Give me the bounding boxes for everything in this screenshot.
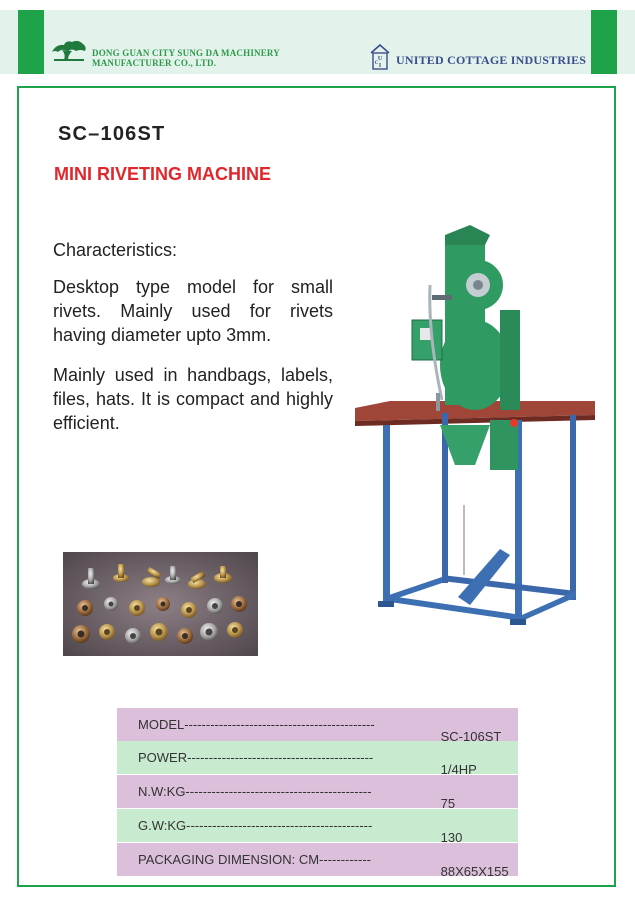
characteristics-paragraph-2: Mainly used in handbags, labels, files, hats. It is compact and highly efficient. xyxy=(53,365,333,433)
characteristics-heading: Characteristics: xyxy=(53,240,178,260)
model-title: SC–106ST xyxy=(58,123,166,145)
company-line-1: DONG GUAN CITY SUNG DA MACHINERY xyxy=(92,48,281,58)
characteristics-paragraph-1: Desktop type model for small rivets. Mainly used for rivets having diameter upto 3mm. xyxy=(53,277,333,345)
spec-value-model: SC-106ST xyxy=(440,729,502,741)
spec-row-net-weight xyxy=(117,775,518,808)
spec-value-net-weight: 75 xyxy=(440,796,456,808)
bonsai-logo-icon xyxy=(50,36,88,62)
spec-label-model: MODEL-------------------------------------------- xyxy=(138,717,375,732)
spec-row-gross-weight xyxy=(117,809,518,842)
spec-value-packaging: 88X65X155 xyxy=(440,864,509,876)
product-name: MINI RIVETING MACHINE xyxy=(54,164,272,184)
header-band xyxy=(0,10,635,74)
company-line-2: MANUFACTURER CO., LTD. xyxy=(92,58,217,68)
riveting-machine-photo xyxy=(350,225,600,630)
spec-value-gross-weight: 130 xyxy=(440,830,463,842)
company-name xyxy=(92,48,280,68)
spec-label-power: POWER------------------------------------------- xyxy=(138,750,374,765)
spec-row-power xyxy=(117,741,518,774)
spec-row-packaging xyxy=(117,843,518,876)
svg-text:U: U xyxy=(377,56,383,62)
spec-row-model xyxy=(117,708,518,741)
header-bar-left xyxy=(18,10,44,74)
rivets-photo xyxy=(63,552,258,656)
spec-label-gross-weight: G.W:KG------------------------------------------- xyxy=(138,818,373,833)
spec-label-net-weight: N.W:KG------------------------------------------- xyxy=(138,784,372,799)
svg-text:I: I xyxy=(378,63,382,69)
partner-name: UNITED COTTAGE INDUSTRIES xyxy=(396,53,587,67)
header-bar-right xyxy=(591,10,617,74)
svg-text:C: C xyxy=(374,61,379,66)
spec-value-power: 1/4HP xyxy=(440,762,477,774)
uci-house-logo-icon xyxy=(370,43,390,71)
spec-label-packaging: PACKAGING DIMENSION: CM------------ xyxy=(138,852,372,867)
